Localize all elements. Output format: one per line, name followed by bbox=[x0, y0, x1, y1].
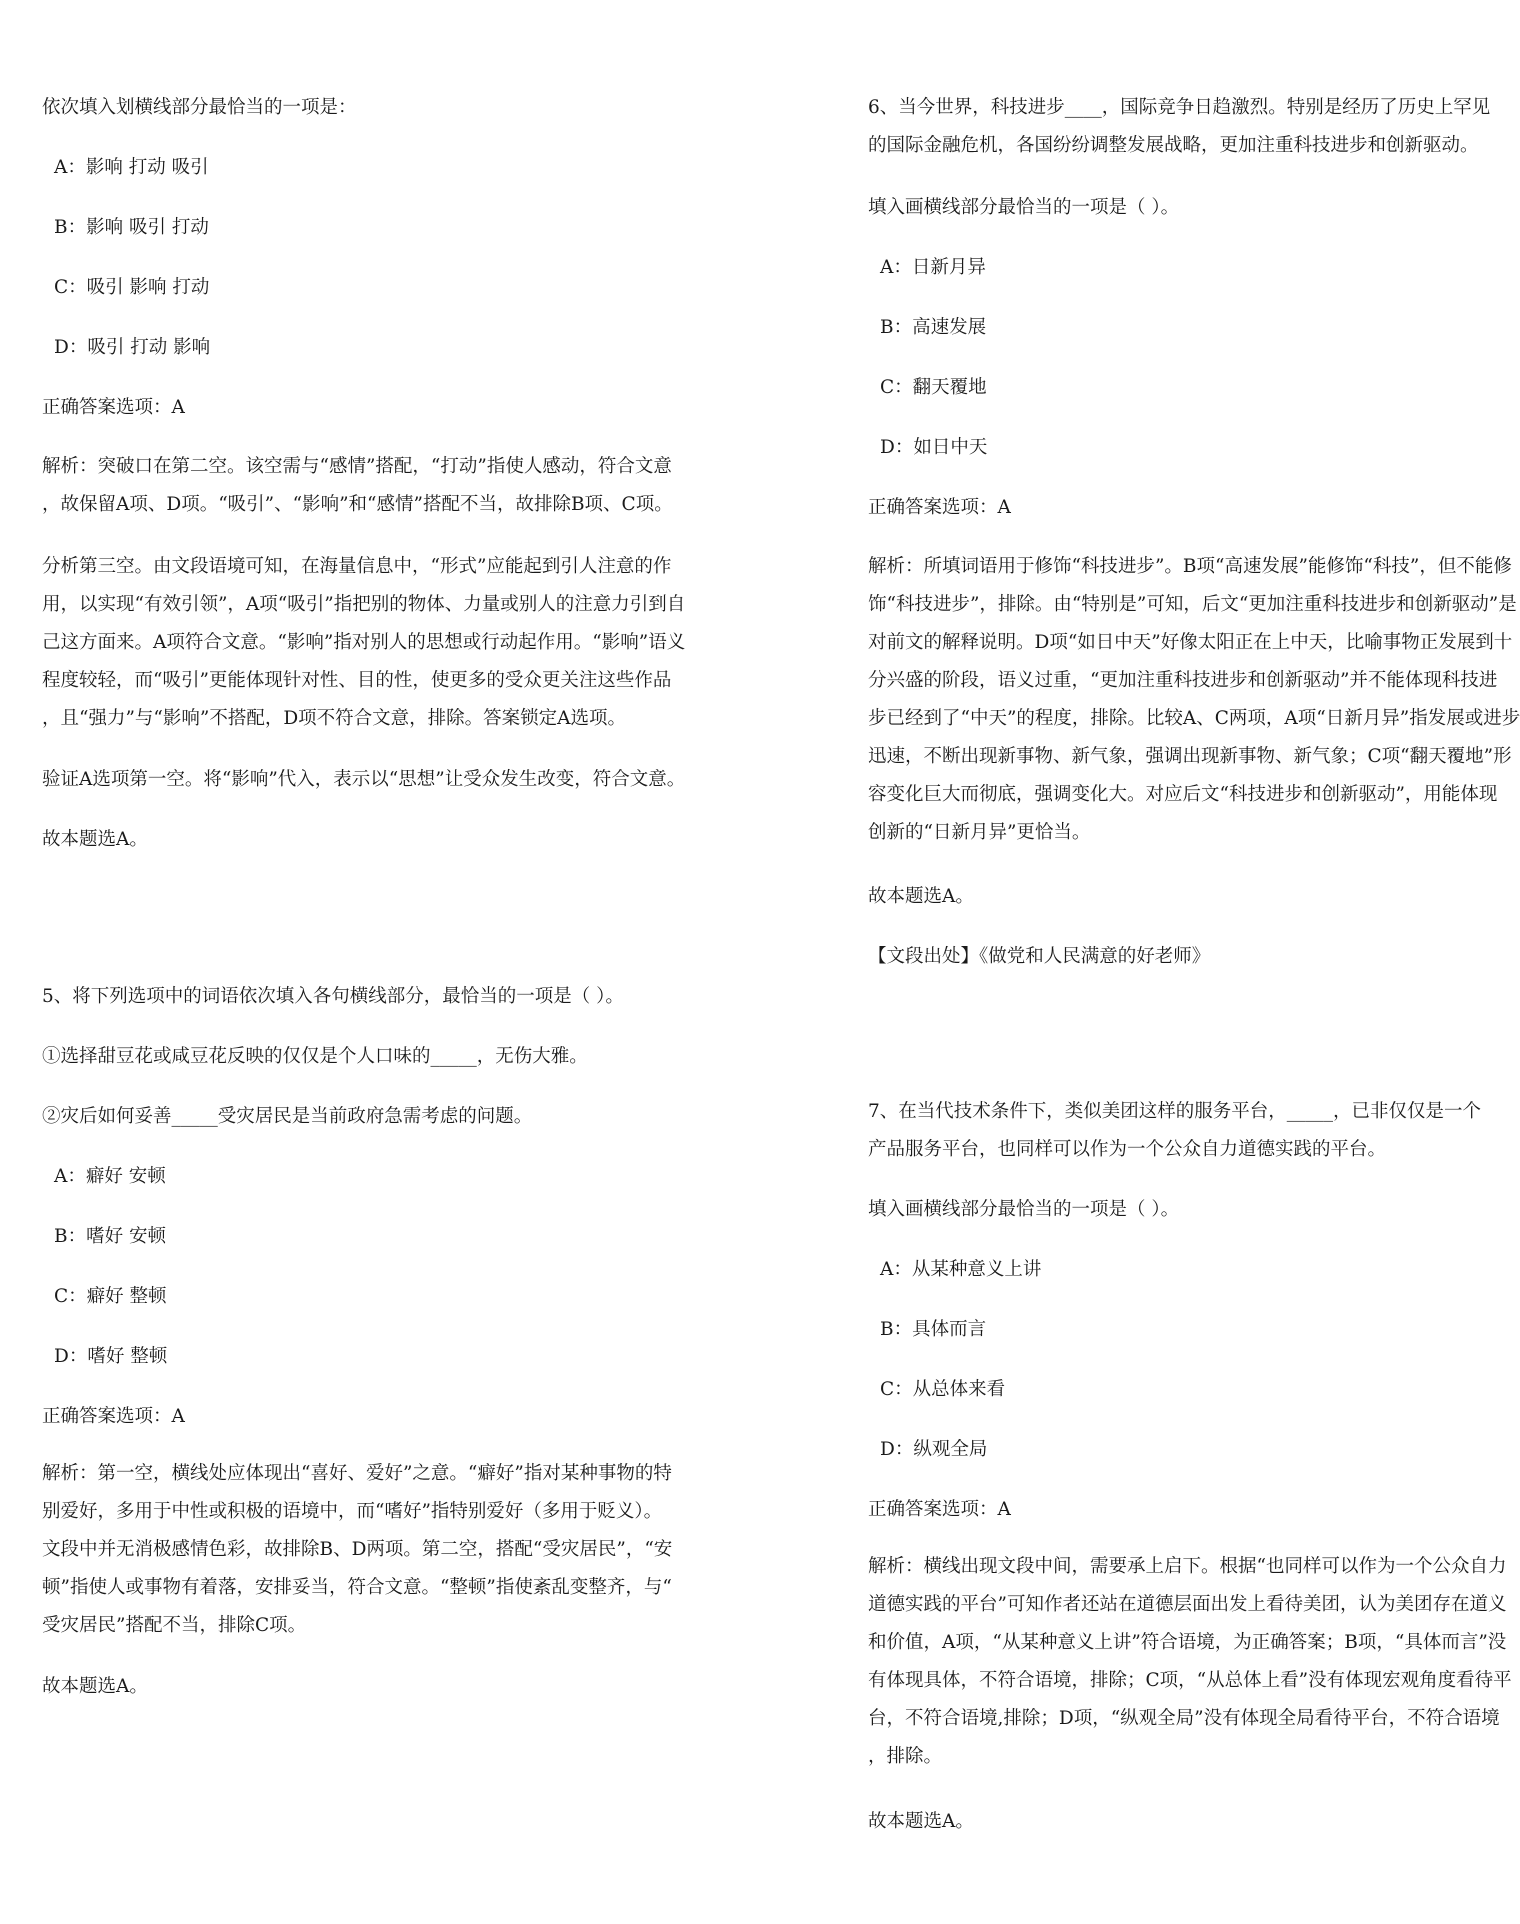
q5-option-a: A：癖好 安顿 bbox=[54, 1166, 166, 1187]
text-line: 有体现具体，不符合语境，排除；C项，“从总体上看”没有体现宏观角度看待平 bbox=[868, 1670, 1512, 1691]
q6-answer: 正确答案选项：A bbox=[868, 497, 1011, 518]
text-line: ，排除。 bbox=[868, 1746, 943, 1767]
q6-option-a: A：日新月异 bbox=[880, 257, 986, 278]
text-line: 己这方面来。A项符合文意。“影响”指对别人的思想或行动起作用。“影响”语义 bbox=[42, 632, 686, 653]
text-line: 饰“科技进步”，排除。由“特别是”可知，后文“更加注重科技进步和创新驱动”是 bbox=[868, 594, 1517, 615]
text-line: 分析第三空。由文段语境可知，在海量信息中，“形式”应能起到引人注意的作 bbox=[42, 556, 672, 577]
q5-option-d: D：嗜好 整顿 bbox=[54, 1346, 168, 1367]
text-line: 用，以实现“有效引领”，A项“吸引”指把别的物体、力量或别人的注意力引到自 bbox=[42, 594, 686, 615]
text-line: 产品服务平台，也同样可以作为一个公众自力道德实践的平台。 bbox=[868, 1139, 1387, 1160]
q7-conclusion: 故本题选A。 bbox=[868, 1811, 974, 1832]
q7-prompt: 填入画横线部分最恰当的一项是（ ）。 bbox=[868, 1199, 1180, 1220]
q4-verify: 验证A选项第一空。将“影响”代入，表示以“思想”让受众发生改变，符合文意。 bbox=[42, 769, 686, 790]
text-line: 程度较轻，而“吸引”更能体现针对性、目的性，使更多的受众更关注这些作品 bbox=[42, 670, 672, 691]
q5-option-c: C：癖好 整顿 bbox=[54, 1286, 167, 1307]
q7-option-a: A：从某种意义上讲 bbox=[880, 1259, 1042, 1280]
text-line: 文段中并无消极感情色彩，故排除B、D两项。第二空，搭配“受灾居民”，“安 bbox=[42, 1539, 673, 1560]
text-line: 解析：横线出现文段中间，需要承上启下。根据“也同样可以作为一个公众自力 bbox=[868, 1556, 1507, 1577]
q6-source: 【文段出处】《做党和人民满意的好老师》 bbox=[868, 946, 1211, 967]
q4-option-d: D：吸引 打动 影响 bbox=[54, 337, 211, 358]
text-line: 解析：突破口在第二空。该空需与“感情”搭配，“打动”指使人感动，符合文意 bbox=[42, 456, 672, 477]
text-line: 受灾居民”搭配不当，排除C项。 bbox=[42, 1615, 307, 1636]
text-line: 迅速，不断出现新事物、新气象，强调出现新事物、新气象；C项“翻天覆地”形 bbox=[868, 746, 1512, 767]
text-line: ，且“强力”与“影响”不搭配，D项不符合文意，排除。答案锁定A选项。 bbox=[42, 708, 627, 729]
q4-option-a: A：影响 打动 吸引 bbox=[54, 157, 209, 178]
q7-option-b: B：具体而言 bbox=[880, 1319, 987, 1340]
q4-option-c: C：吸引 影响 打动 bbox=[54, 277, 210, 298]
text-line: 分兴盛的阶段，语义过重，“更加注重科技进步和创新驱动”并不能体现科技进 bbox=[868, 670, 1498, 691]
text-line: 创新的“日新月异”更恰当。 bbox=[868, 822, 1091, 843]
text-line: 台，不符合语境,排除；D项，“纵观全局”没有体现全局看待平台，不符合语境 bbox=[868, 1708, 1500, 1729]
q4-option-b: B：影响 吸引 打动 bbox=[54, 217, 209, 238]
q7-answer: 正确答案选项：A bbox=[868, 1499, 1011, 1520]
text-line: 解析：第一空，横线处应体现出“喜好、爱好”之意。“癖好”指对某种事物的特 bbox=[42, 1463, 672, 1484]
q6-prompt: 填入画横线部分最恰当的一项是（ ）。 bbox=[868, 197, 1180, 218]
text-line: 的国际金融危机，各国纷纷调整发展战略，更加注重科技进步和创新驱动。 bbox=[868, 135, 1479, 156]
q5-sentence-2: ②灾后如何妥善_____受灾居民是当前政府急需考虑的问题。 bbox=[42, 1106, 533, 1127]
text-line: ，故保留A项、D项。“吸引”、“影响”和“感情”搭配不当，故排除B项、C项。 bbox=[42, 494, 673, 515]
text-line: 道德实践的平台”可知作者还站在道德层面出发上看待美团，认为美团存在道义 bbox=[868, 1594, 1507, 1615]
q7-option-c: C：从总体来看 bbox=[880, 1379, 1006, 1400]
q5-prompt: 5、将下列选项中的词语依次填入各句横线部分，最恰当的一项是（ ）。 bbox=[42, 986, 624, 1007]
text-line: 和价值，A项，“从某种意义上讲”符合语境，为正确答案；B项，“具体而言”没 bbox=[868, 1632, 1507, 1653]
q7-option-d: D：纵观全局 bbox=[880, 1439, 988, 1460]
q6-option-d: D：如日中天 bbox=[880, 437, 988, 458]
q5-option-b: B：嗜好 安顿 bbox=[54, 1226, 166, 1247]
text-line: 顿”指使人或事物有着落，安排妥当，符合文意。“整顿”指使紊乱变整齐，与“ bbox=[42, 1577, 672, 1598]
q5-conclusion: 故本题选A。 bbox=[42, 1676, 148, 1697]
text-line: 对前文的解释说明。D项“如日中天”好像太阳正在上中天，比喻事物正发展到十 bbox=[868, 632, 1513, 653]
text-line: 7、在当代技术条件下，类似美团这样的服务平台，_____，已非仅仅是一个 bbox=[868, 1101, 1482, 1122]
q5-answer: 正确答案选项：A bbox=[42, 1406, 185, 1427]
text-line: 容变化巨大而彻底，强调变化大。对应后文“科技进步和创新驱动”，用能体现 bbox=[868, 784, 1498, 805]
text-line: 别爱好，多用于中性或积极的语境中，而“嗜好”指特别爱好（多用于贬义）。 bbox=[42, 1501, 663, 1522]
q6-option-c: C：翻天覆地 bbox=[880, 377, 987, 398]
q4-prompt: 依次填入划横线部分最恰当的一项是： bbox=[42, 97, 357, 118]
q6-option-b: B：高速发展 bbox=[880, 317, 987, 338]
text-line: 解析：所填词语用于修饰“科技进步”。B项“高速发展”能修饰“科技”，但不能修 bbox=[868, 556, 1512, 577]
q5-sentence-1: ①选择甜豆花或咸豆花反映的仅仅是个人口味的_____，无伤大雅。 bbox=[42, 1046, 588, 1067]
q4-answer: 正确答案选项：A bbox=[42, 397, 185, 418]
q4-conclusion: 故本题选A。 bbox=[42, 829, 148, 850]
text-line: 6、当今世界，科技进步____，国际竞争日趋激烈。特别是经历了历史上罕见 bbox=[868, 97, 1491, 118]
q6-conclusion: 故本题选A。 bbox=[868, 886, 974, 907]
text-line: 步已经到了“中天”的程度，排除。比较A、C两项，A项“日新月异”指发展或进步 bbox=[868, 708, 1520, 729]
